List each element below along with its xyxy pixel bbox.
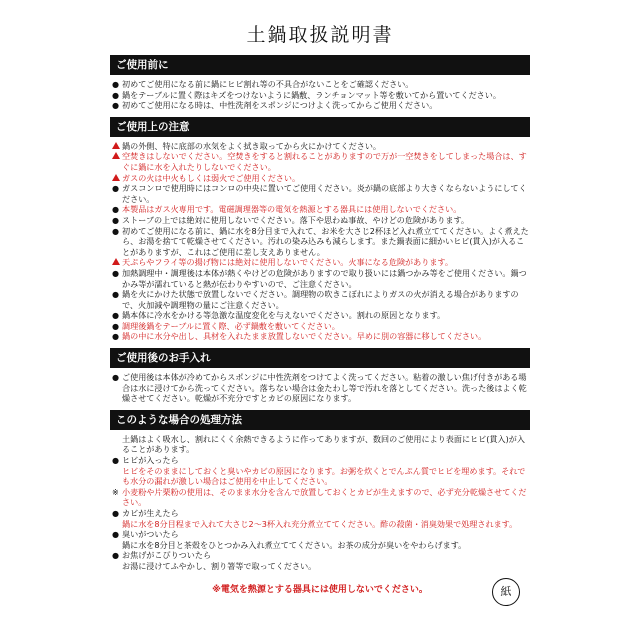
list-item bbox=[112, 310, 530, 321]
list-item bbox=[112, 466, 530, 487]
list-item bbox=[112, 215, 530, 226]
list-item bbox=[112, 550, 530, 561]
list-item bbox=[112, 257, 530, 268]
list-item bbox=[112, 141, 530, 152]
section-header: ご使用前に bbox=[110, 55, 530, 75]
bullet-mark: ● bbox=[112, 331, 120, 342]
bullet-mark: ● bbox=[112, 100, 120, 111]
item-text: 鍋をテーブルに置く際はキズをつけないように鍋敷、ランチョンマット等を敷いてから置いてください。 bbox=[122, 89, 501, 100]
item-text: 鍋の外側、特に底部の水気をよく拭き取ってから火にかけてください。 bbox=[122, 140, 382, 151]
instruction-sheet bbox=[110, 10, 530, 630]
bullet-mark: ● bbox=[112, 89, 120, 100]
list-item bbox=[112, 173, 530, 184]
footer-warning: ※電気を熱源とする器具には使用しないでください。 bbox=[212, 584, 428, 595]
bullet-mark: ● bbox=[112, 79, 120, 89]
bullet-mark: ● bbox=[112, 529, 120, 540]
bullet-mark: ● bbox=[112, 267, 120, 278]
item-text: ガスコンロで使用時にはコンロの中央に置いてご使用ください。炎が鍋の底部より大きくならないようにしてください。 bbox=[122, 183, 527, 204]
list-item bbox=[112, 289, 530, 310]
item-text: 鍋に水を8分目程まで入れて大さじ2〜3杯入れ充分煮立ててください。酢の殺菌・消臭効果で処理されます。 bbox=[122, 518, 518, 529]
item-text: カビが生えたら bbox=[122, 508, 179, 518]
list-item bbox=[112, 508, 530, 519]
warning-mark bbox=[112, 151, 122, 162]
section-header: ご使用後のお手入れ bbox=[110, 348, 530, 368]
item-text: 初めてご使用になる前に、鍋に水を8分目まで入れて、お米を大さじ2杯ほど入れ煮立ててください。よく煮えたら、お湯を捨てて乾燥させてください。汚れの染み込みも減らします。また鍋表面に細かいヒビ(貫入)が入ることがありますが、これはご使用に差し支えありません。 bbox=[122, 225, 529, 257]
item-text: ストーブの上では絶対に使用しないでください。落下や思わぬ事故、やけどの危険があります。 bbox=[122, 214, 469, 225]
bullet-mark: ● bbox=[112, 455, 120, 466]
item-text: 小麦粉や片栗粉の使用は、そのまま水分を含んで放置しておくとカビが生えますので、必ず充分乾燥させてください。 bbox=[122, 486, 527, 508]
bullet-mark: ※ bbox=[112, 486, 119, 497]
list-item bbox=[112, 321, 530, 332]
item-text: 空焚きはしないでください。空焚きをすると割れることがありますので万が一空焚きをしてしまった場合は、すぐに鍋に水を入れたりしないでください。 bbox=[122, 151, 527, 172]
list-item bbox=[112, 540, 530, 551]
item-text: ヒビが入ったら bbox=[122, 455, 179, 466]
warning-triangle-icon bbox=[112, 258, 120, 265]
bullet-mark: ● bbox=[112, 550, 120, 561]
bullet-mark: ● bbox=[112, 214, 120, 225]
list-item bbox=[112, 529, 530, 540]
page-title: 土鍋取扱説明書 bbox=[246, 24, 394, 46]
list-item bbox=[112, 372, 530, 404]
list-item bbox=[112, 90, 530, 101]
section-header: このような場合の処理方法 bbox=[110, 410, 530, 430]
list-item bbox=[112, 226, 530, 258]
item-text: 土鍋はよく吸水し、割れにくく余熱できるように作ってありますが、数回のご使用により表面にヒビ(貫入)が入ることがあります。 bbox=[122, 433, 525, 455]
warning-triangle-icon bbox=[112, 174, 120, 181]
list-item bbox=[112, 331, 530, 342]
item-text: 臭いがついたら bbox=[122, 529, 179, 540]
warning-triangle-icon bbox=[112, 142, 120, 149]
item-text: 天ぷらやフライ等の揚げ物には絶対に使用しないでください。火事になる危険があります。 bbox=[122, 257, 453, 268]
bullet-mark: ● bbox=[112, 508, 120, 518]
item-text: 鍋本体に冷水をかける等急激な温度変化を与えないでください。割れの原因となります。 bbox=[122, 310, 446, 321]
list-item bbox=[112, 561, 530, 572]
list-item bbox=[112, 151, 530, 172]
bullet-mark: ● bbox=[112, 372, 120, 383]
section-header: ご使用上の注意 bbox=[110, 117, 530, 137]
list-item bbox=[112, 487, 530, 508]
list-item bbox=[112, 204, 530, 215]
list-item bbox=[112, 79, 530, 90]
warning-mark bbox=[112, 173, 122, 184]
item-text: 本製品はガス火専用です。電磁調理器等の電気を熱源とする器具には使用しないでください。 bbox=[122, 204, 462, 215]
item-text: 鍋の中に水分や出し、具材を入れたまま放置しないでください。早めに別の容器に移してください。 bbox=[122, 331, 487, 342]
list-item bbox=[112, 455, 530, 466]
item-text: 鍋に水を8分目と茶殻をひとつかみ入れ煮立ててください。お茶の成分が臭いをやわらげます。 bbox=[122, 539, 467, 550]
bullet-mark: ● bbox=[112, 289, 120, 300]
warning-mark bbox=[112, 141, 122, 152]
item-text: 加熱調理中・調理後は本体が熱くやけどの危険がありますので取り扱いには鍋つかみ等をご使用ください。鍋つかみ等が濡れていると熱が伝わりやすいので、ご注意ください。 bbox=[122, 267, 527, 289]
item-text: 初めてご使用になる時は、中性洗剤をスポンジにつけよく洗ってからご使用ください。 bbox=[122, 100, 438, 111]
bullet-mark: ● bbox=[112, 204, 120, 215]
list-item bbox=[112, 100, 530, 111]
list-item bbox=[112, 268, 530, 289]
item-text: お焦げがこびりついたら bbox=[122, 550, 212, 561]
paper-recycle-icon: 紙 bbox=[492, 578, 520, 606]
item-text: ご使用後は本体が冷めてからスポンジに中性洗剤をつけてよく洗ってください。粘着の激しい焦げ付きがある場合は水に浸けてから洗ってください。落ちない場合は金たわし等で汚れを落としてください。洗った後はよく乾燥させてください。乾燥が不充分ですとカビの原因になります。 bbox=[122, 372, 527, 404]
item-text: 初めてご使用になる前に鍋にヒビ割れ等の不具合がないことをご確認ください。 bbox=[122, 79, 414, 89]
item-text: ヒビをそのままにしておくと臭いやカビの原因になります。お粥を炊くとでんぷん質でヒビを埋めます。それでも水分の漏れが激しい場合はご使用を中止してください。 bbox=[122, 465, 526, 487]
bullet-mark: ● bbox=[112, 183, 120, 194]
list-item bbox=[112, 183, 530, 204]
item-text: お湯に浸けてふやかし、割り箸等で取ってください。 bbox=[122, 560, 317, 571]
bullet-mark: ● bbox=[112, 225, 120, 236]
warning-triangle-icon bbox=[112, 152, 120, 159]
item-text: 調理後鍋をテーブルに置く際、必ず鍋敷を敷いてください。 bbox=[122, 320, 340, 331]
warning-mark bbox=[112, 257, 122, 268]
bullet-mark: ● bbox=[112, 310, 120, 321]
item-text: ガスの火は中火もしくは弱火でご使用ください。 bbox=[122, 172, 301, 183]
item-text: 鍋を火にかけた状態で放置しないでください。調理物の吹きこぼれによりガスの火が消える場合がありますので、火加減や調理物の量にご注意ください。 bbox=[122, 289, 519, 310]
list-item bbox=[112, 434, 530, 455]
bullet-mark: ● bbox=[112, 320, 120, 331]
list-item bbox=[112, 519, 530, 530]
sections-container bbox=[110, 55, 530, 572]
